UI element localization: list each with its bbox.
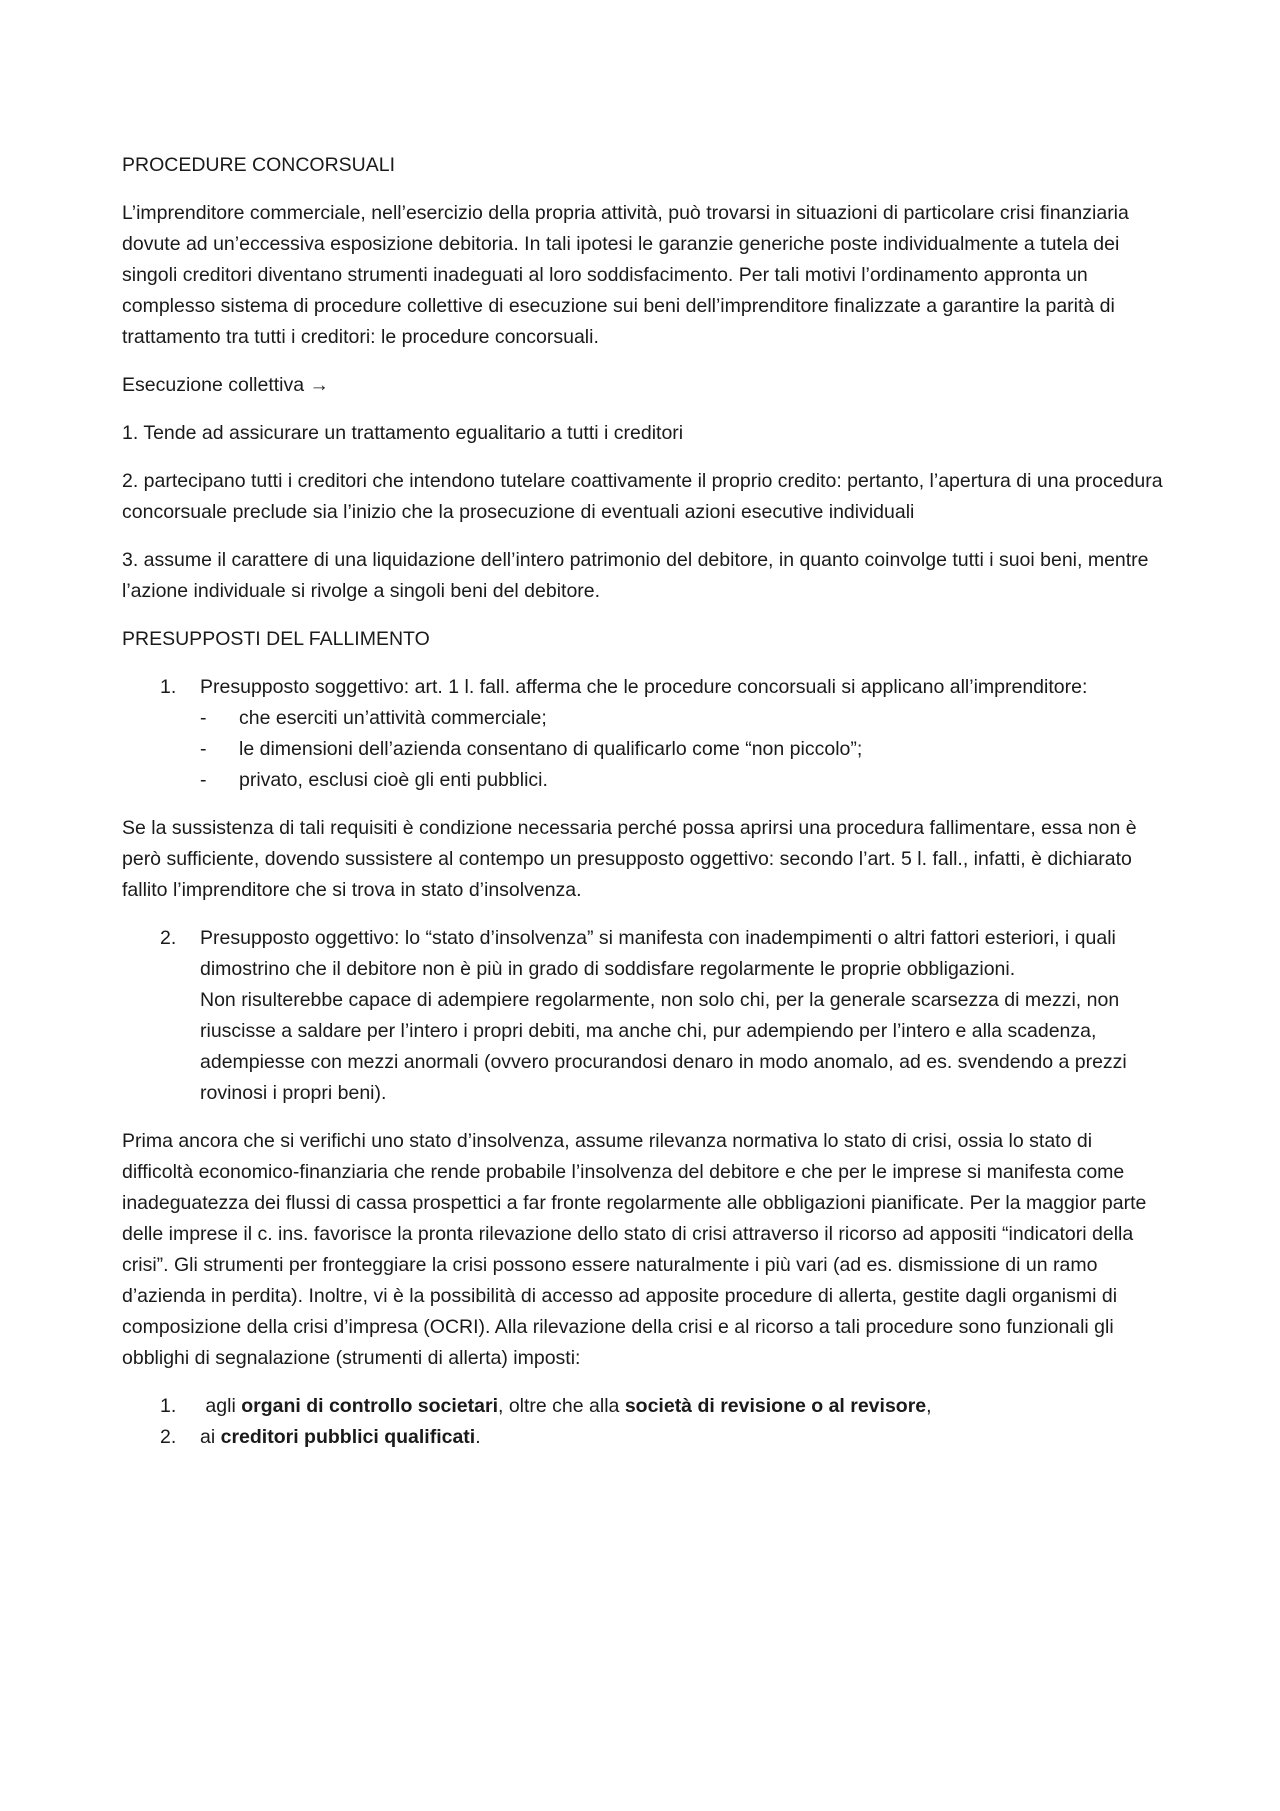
document-title: PROCEDURE CONCORSUALI (122, 154, 396, 176)
presupposto-oggettivo-text-2: Non risulterebbe capace di adempiere regolarmente, non solo chi, per la generale scarsezza di mezzi, non riuscisse a saldare per l’intero i propri debiti, ma anche chi, pur adempiendo per l’intero e alla scadenza, adempiesse con mezzi anormali (ovvero procurandosi denaro in modo anomalo, ad es. svendendo a prezzi rovinosi i propri beni). (200, 989, 1127, 1104)
list-number: 1. (160, 1395, 177, 1417)
list-item-obbligo-1 (122, 1391, 1167, 1422)
execution-point-2: 2. partecipano tutti i creditori che intendono tutelare coattivamente il proprio credito: pertanto, l’apertura di una procedura concorsuale preclude sia l’inizio che la prosecuzione di eventuali azioni esecutive individuali (122, 470, 1163, 523)
crisi-paragraph: Prima ancora che si verifichi uno stato d’insolvenza, assume rilevanza normativa lo stato di crisi, ossia lo stato di difficoltà economico-finanziaria che rende probabile l’insolvenza del debitore e che per le imprese si manifesta come inadeguatezza dei flussi di cassa prospettici a far fronte regolarmente alle obbligazioni pianificate. Per la maggior parte delle imprese il c. ins. favorisce la pronta rilevazione dello stato di crisi attraverso il ricorso ad appositi “indicatori della crisi”. Gli strumenti per fronteggiare la crisi possono essere naturalmente i più vari (ad es. dismissione di un ramo d’azienda in perdita). Inoltre, vi è la possibilità di accesso ad apposite procedure di allerta, gestite dagli organismi di composizione della crisi d’impresa (OCRI). Alla rilevazione della crisi e al ricorso a tali procedure sono funzionali gli obblighi di segnalazione (strumenti di allerta) imposti: (122, 1130, 1147, 1369)
bold-text-organi: organi di controllo societari (241, 1395, 498, 1417)
requisiti-list (200, 703, 1167, 796)
list-item-presupposto-oggettivo (122, 923, 1167, 1109)
list-number: 1. (160, 676, 177, 698)
list-item-text: le dimensioni dell’azienda consentano di qualificarlo come “non piccolo”; (239, 738, 863, 760)
list-item (200, 734, 1167, 765)
presupposto-oggettivo-list (122, 923, 1167, 1109)
list-item-presupposto-soggettivo (122, 672, 1167, 796)
list-number: 2. (160, 1426, 177, 1448)
list-item-obbligo-2 (122, 1422, 1167, 1453)
dash-marker: - (200, 769, 207, 791)
text-segment: , oltre che alla (498, 1395, 625, 1417)
text-segment: ai (200, 1426, 221, 1448)
list-item-text: privato, esclusi cioè gli enti pubblici. (239, 769, 548, 791)
dash-marker: - (200, 707, 207, 729)
intro-paragraph: L’imprenditore commerciale, nell’esercizio della propria attività, può trovarsi in situazioni di particolare crisi finanziaria dovute ad un’eccessiva esposizione debitoria. In tali ipotesi le garanzie generiche poste individualmente a tutela dei singoli creditori diventano strumenti inadeguati al loro soddisfacimento. Per tali motivi l’ordinamento appronta un complesso sistema di procedure collettive di esecuzione sui beni dell’imprenditore finalizzate a garantire la parità di trattamento tra tutti i creditori: le procedure concorsuali. (122, 202, 1129, 348)
presupposto-soggettivo-text: Presupposto soggettivo: art. 1 l. fall. afferma che le procedure concorsuali si applicano all’imprenditore: (200, 676, 1088, 698)
execution-point-3: 3. assume il carattere di una liquidazione dell’intero patrimonio del debitore, in quanto coinvolge tutti i suoi beni, mentre l’azione individuale si rivolge a singoli beni del debitore. (122, 549, 1149, 602)
text-segment: , (926, 1395, 932, 1417)
execution-point-1: 1. Tende ad assicurare un trattamento egualitario a tutti i creditori (122, 422, 684, 444)
list-item (200, 703, 1167, 734)
section-title-presupposti: PRESUPPOSTI DEL FALLIMENTO (122, 628, 430, 650)
bold-text-creditori: creditori pubblici qualificati (220, 1426, 476, 1448)
list-item-text: che eserciti un’attività commerciale; (239, 707, 547, 729)
list-item (200, 765, 1167, 796)
execution-label: Esecuzione collettiva → (122, 374, 330, 396)
list-number: 2. (160, 927, 177, 949)
presupposto-soggettivo-list (122, 672, 1167, 796)
document-page (122, 150, 1167, 1453)
bold-text-revisione: società di revisione o al revisore (624, 1395, 927, 1417)
dash-marker: - (200, 738, 207, 760)
presupposto-oggettivo-text: Presupposto oggettivo: lo “stato d’insolvenza” si manifesta con inadempimenti o altri fattori esteriori, i quali dimostrino che il debitore non è più in grado di soddisfare regolarmente le proprie obbligazioni. (200, 927, 1116, 980)
requisiti-paragraph: Se la sussistenza di tali requisiti è condizione necessaria perché possa aprirsi una procedura fallimentare, essa non è però sufficiente, dovendo sussistere al contempo un presupposto oggettivo: secondo l’art. 5 l. fall., infatti, è dichiarato fallito l’imprenditore che si trova in stato d’insolvenza. (122, 817, 1137, 901)
obblighi-list (122, 1391, 1167, 1453)
text-segment: agli (200, 1395, 242, 1417)
text-segment: . (475, 1426, 481, 1448)
